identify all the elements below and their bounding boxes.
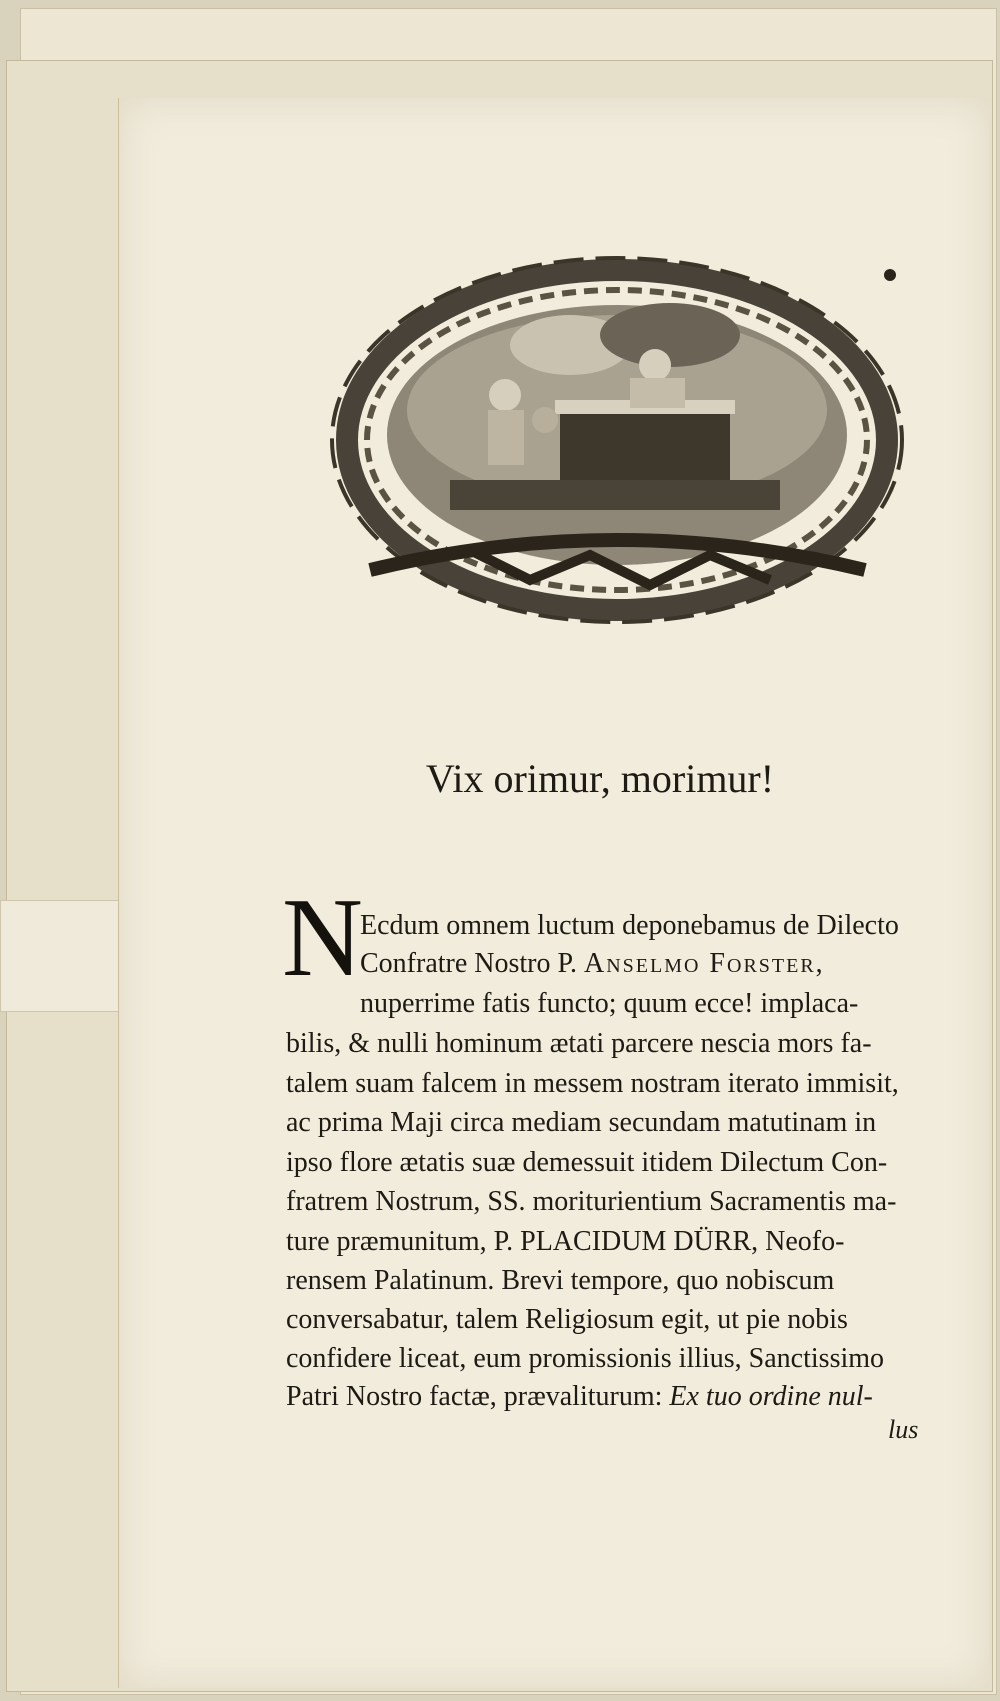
text-line-3: nuperrime fatis functo; quum ecce! implaca- [360,988,859,1019]
text-line-12: confidere liceat, eum promissionis illius, Sanctissimo [286,1343,885,1374]
drop-cap: N [282,876,363,1000]
text-line-2 [360,948,825,980]
text-line-1: Ecdum omnem luctum deponebamus de Dilecto [360,910,899,941]
text-line-11: conversabatur, talem Religiosum egit, ut pie nobis [286,1304,848,1335]
name-forster: Anselmo Forster, [583,948,825,979]
text-line-8: fratrem Nostrum, SS. moriturientium Sacramentis ma- [286,1186,897,1217]
text-line-13-start: Patri Nostro factæ, prævaliturum: [286,1381,670,1412]
text-line-9: ture præmunitum, P. PLACIDUM DÜRR, Neofo- [286,1226,845,1257]
text-line-10: rensem Palatinum. Brevi tempore, quo nobiscum [286,1265,835,1296]
text-line-4: bilis, & nulli hominum ætati parcere nescia mors fa- [286,1028,872,1059]
text-line-13 [286,1381,873,1413]
engraved-vignette [330,250,905,650]
text-line-5: talem suam falcem in messem nostram iterato immisit, [286,1068,899,1099]
page-title: Vix orimur, morimur! [425,756,775,801]
text-line-6: ac prima Maji circa mediam secundam matutinam in [286,1107,877,1138]
italic-quote: Ex tuo ordine nul- [669,1381,873,1412]
text-line-7: ipso flore ætatis suæ demessuit itidem Dilectum Con- [286,1147,888,1178]
text-line-2-start: Confratre Nostro P. [360,948,584,979]
catchword: lus [888,1415,919,1444]
